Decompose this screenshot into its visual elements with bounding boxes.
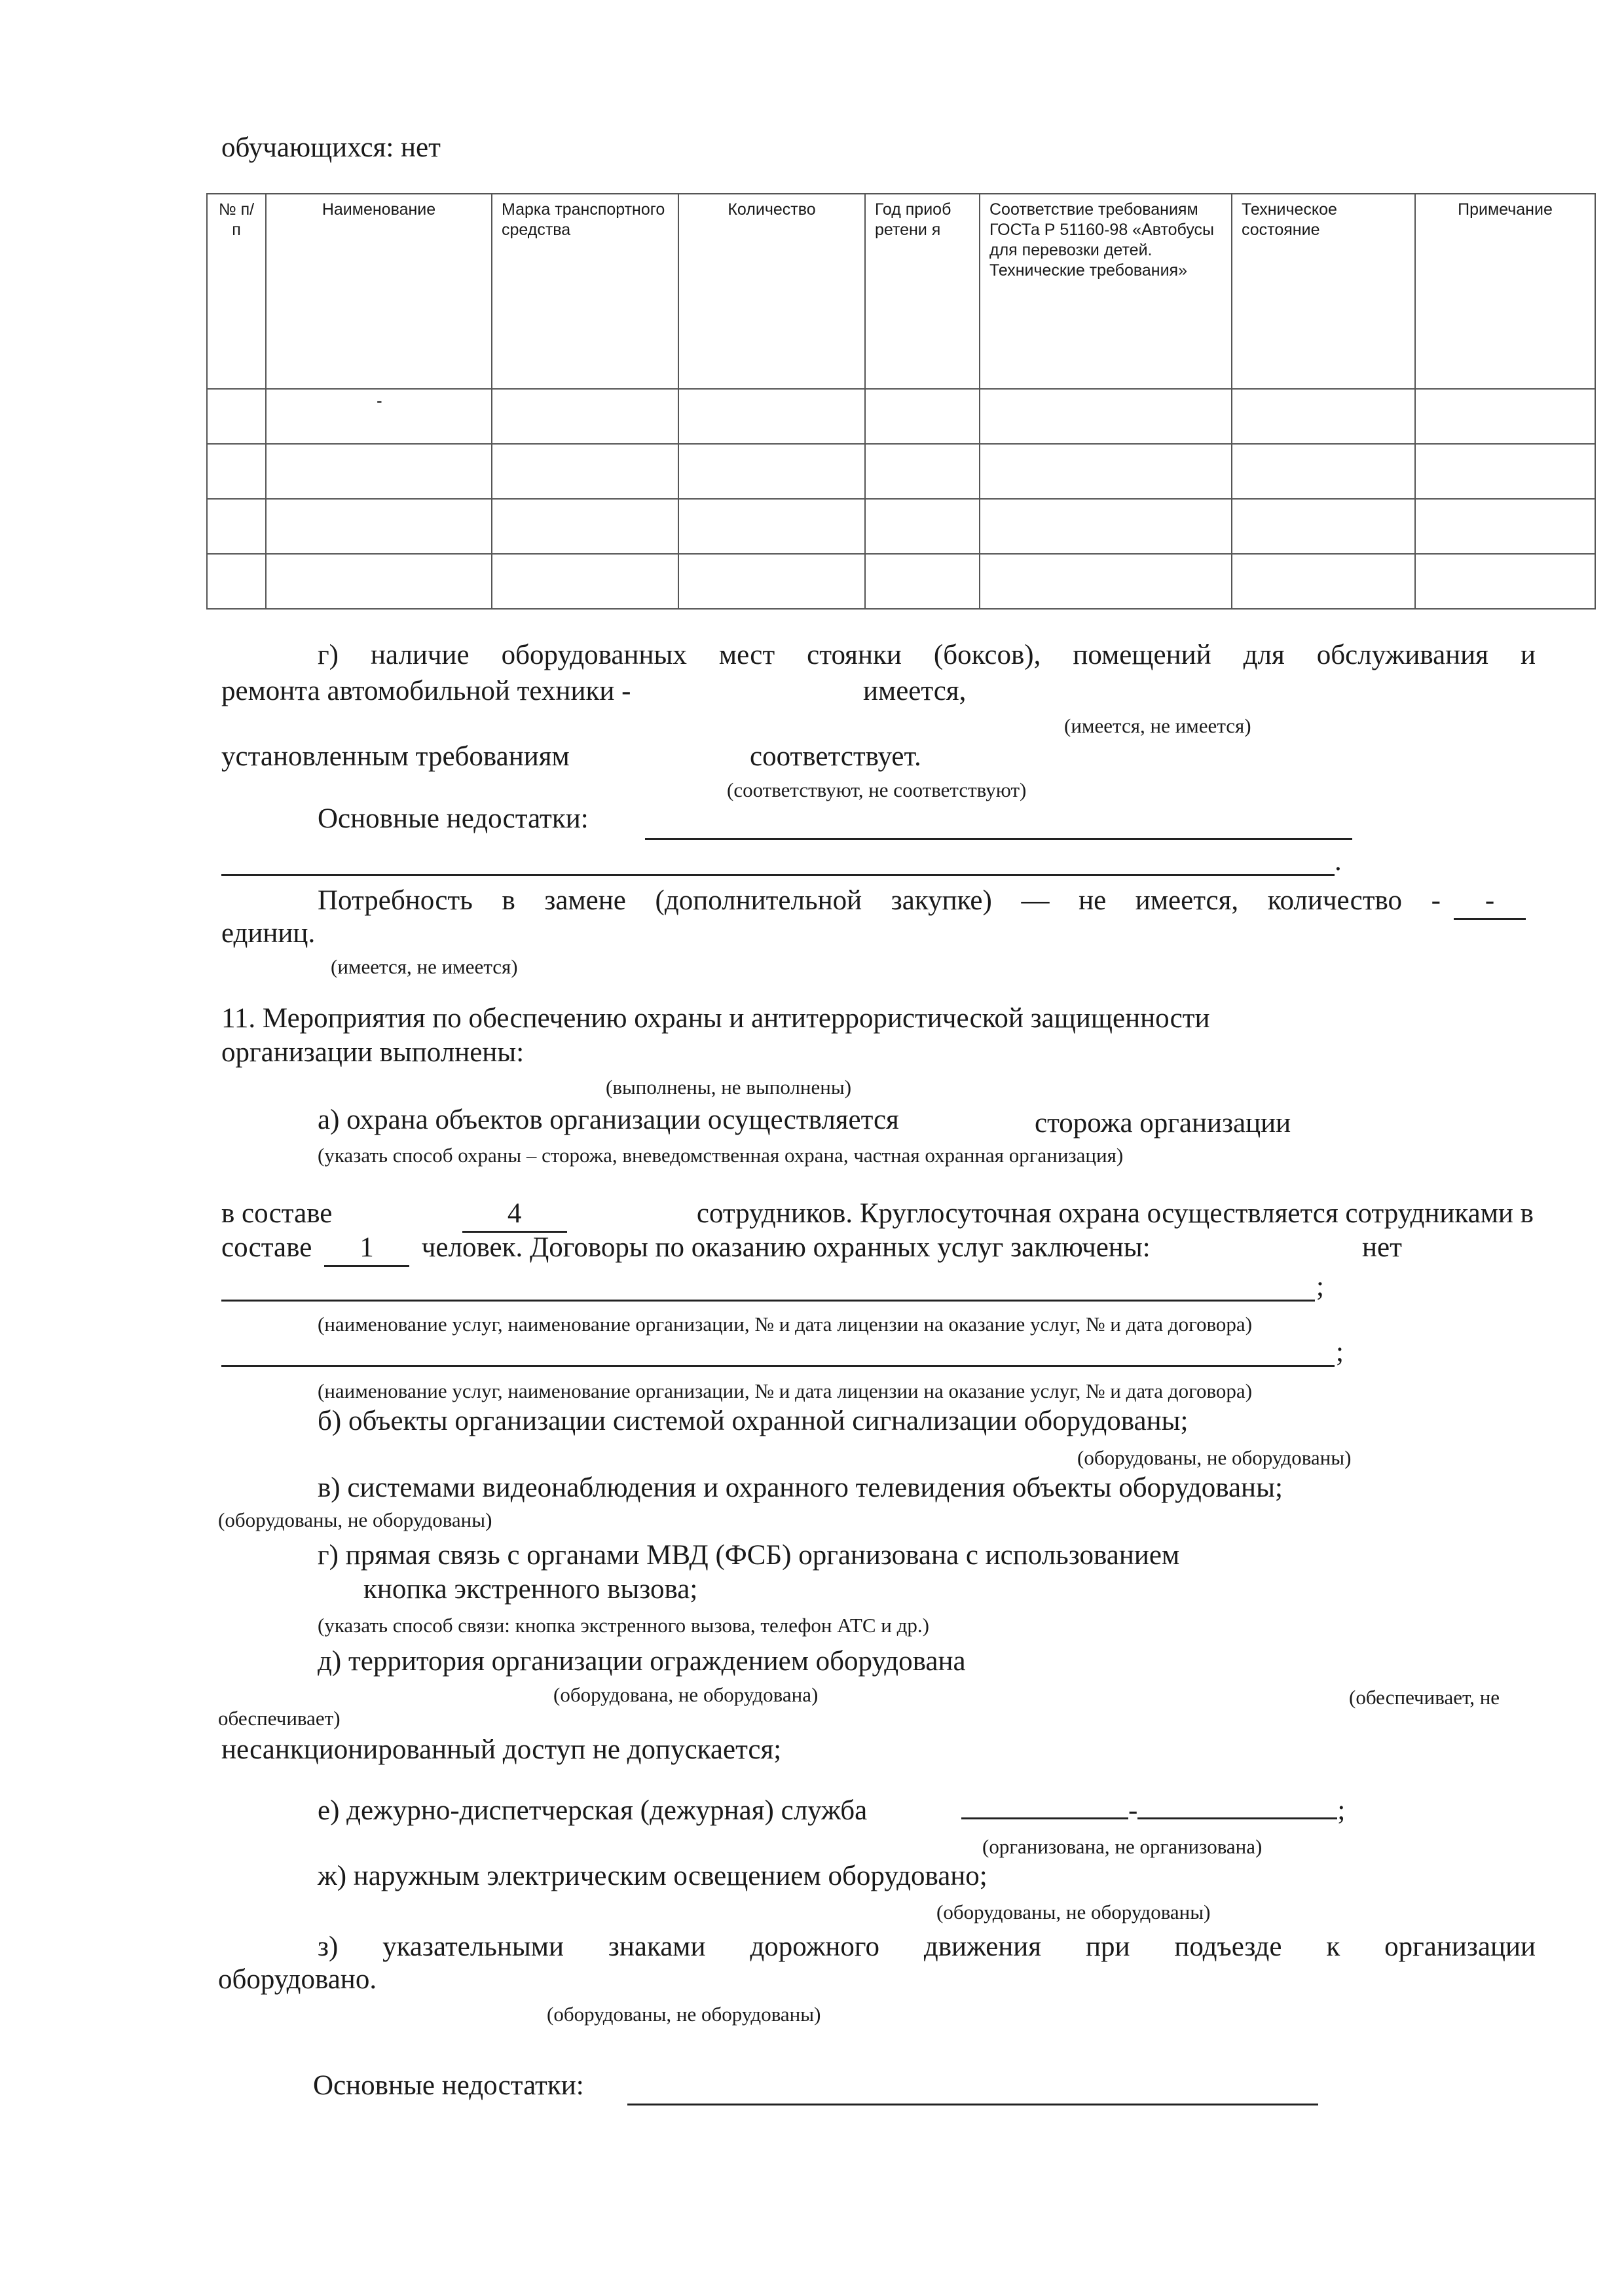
guard-value: сторожа организации <box>1035 1108 1291 1139</box>
table-cell <box>492 499 678 554</box>
table-cell <box>492 554 678 609</box>
staff-line-1 <box>221 1197 1534 1233</box>
col-header-year: Год приоб ретени я <box>865 194 980 389</box>
replacement-line-2: единиц. <box>221 918 316 949</box>
table-cell <box>207 554 266 609</box>
video-text: в) системами видеонаблюдения и охранного телевидения объекты оборудованы; <box>318 1472 1283 1503</box>
table-cell <box>678 499 865 554</box>
deficiencies-label-2: Основные недостатки: <box>313 2070 584 2101</box>
deficiencies-fill-line-3 <box>627 2104 1318 2105</box>
table-header-row <box>207 194 1595 389</box>
table-cell <box>492 389 678 444</box>
table-cell <box>678 389 865 444</box>
alarm-hint: (оборудованы, не оборудованы) <box>1077 1446 1352 1469</box>
table-cell <box>678 444 865 499</box>
col-header-name: Наименование <box>266 194 492 389</box>
table-cell <box>207 389 266 444</box>
table-cell <box>266 499 492 554</box>
table-cell <box>1415 389 1595 444</box>
guard-hint: (указать способ охраны – сторожа, вневедомственная охрана, частная охранная организация) <box>318 1144 1124 1167</box>
contract-fill-line-2 <box>221 1365 1335 1367</box>
staff-round-count: 1 <box>324 1231 409 1267</box>
table-cell <box>207 499 266 554</box>
deficiencies-fill-line-2 <box>221 874 1335 876</box>
direct-link-hint: (указать способ связи: кнопка экстренного вызова, телефон АТС и др.) <box>318 1614 929 1637</box>
alarm-text: б) объекты организации системой охранной сигнализации оборудованы; <box>318 1406 1189 1436</box>
table-row <box>207 389 1595 444</box>
staff-prefix-2: составе <box>221 1232 312 1263</box>
table-row <box>207 499 1595 554</box>
replacement-count-value: - <box>1454 884 1526 920</box>
replacement-count <box>1454 884 1526 920</box>
road-signs-line-1: з) указательными знаками дорожного движения при подъезде к организации <box>318 1931 1536 1962</box>
col-header-quantity: Количество <box>678 194 865 389</box>
table-cell <box>980 554 1232 609</box>
duty-fill-2 <box>1137 1817 1337 1819</box>
table-cell <box>1232 389 1415 444</box>
table-cell <box>1232 499 1415 554</box>
parking-line-1: г) наличие оборудованных мест стоянки (боксов), помещений для обслуживания и <box>318 640 1536 670</box>
table-cell <box>678 554 865 609</box>
vehicle-table <box>206 193 1596 610</box>
duty-service-text: е) дежурно-диспетчерская (дежурная) служба <box>318 1795 868 1826</box>
staff-prefix: в составе <box>221 1198 333 1229</box>
parking-value: имеется, <box>863 676 967 706</box>
table-cell <box>207 444 266 499</box>
table-cell <box>492 444 678 499</box>
deficiencies-label: Основные недостатки: <box>318 803 589 834</box>
fence-text-2: несанкционированный доступ не допускается; <box>221 1734 782 1765</box>
col-header-condition: Техническое состояние <box>1232 194 1415 389</box>
table-cell <box>1415 499 1595 554</box>
col-header-number: № п/п <box>207 194 266 389</box>
fence-hint-2: (обеспечивает, не <box>1349 1686 1500 1709</box>
deficiencies-fill-line <box>645 838 1352 840</box>
section-11-title-1: 11. Мероприятия по обеспечению охраны и антитеррористической защищенности <box>221 1003 1210 1034</box>
table-row <box>207 444 1595 499</box>
top-line: обучающихся: нет <box>221 132 441 163</box>
table-cell-dash: - <box>377 391 382 410</box>
table-cell <box>1415 444 1595 499</box>
parking-compliance-value: соответствует. <box>750 741 921 772</box>
lighting-hint: (оборудованы, не оборудованы) <box>936 1901 1211 1923</box>
contract-fill-line-1 <box>221 1300 1315 1302</box>
contract-hint-1: (наименование услуг, наименование организации, № и дата лицензии на оказание услуг, № и дата договора) <box>318 1313 1253 1336</box>
parking-line-3: установленным требованиям <box>221 741 570 772</box>
table-cell <box>865 389 980 444</box>
replacement-line-1: Потребность в замене (дополнительной закупке) — не имеется, количество - <box>318 885 1441 916</box>
staff-line-2 <box>221 1231 1151 1267</box>
guard-text: а) охрана объектов организации осуществляется <box>318 1104 899 1135</box>
direct-link-value: кнопка экстренного вызова; <box>363 1574 698 1605</box>
table-row <box>207 554 1595 609</box>
duty-fill-1 <box>961 1817 1128 1819</box>
table-cell <box>865 554 980 609</box>
col-header-note: Примечание <box>1415 194 1595 389</box>
table-cell <box>1415 554 1595 609</box>
duty-service-field: - ; <box>961 1794 1345 1828</box>
table-cell <box>1232 444 1415 499</box>
duty-service-value: - <box>1128 1795 1138 1826</box>
table-cell <box>266 554 492 609</box>
parking-line-2: ремонта автомобильной техники - <box>221 676 631 706</box>
section-11-hint: (выполнены, не выполнены) <box>606 1076 852 1099</box>
contracts-value: нет <box>1362 1232 1402 1263</box>
direct-link-text: г) прямая связь с органами МВД (ФСБ) организована с использованием <box>318 1540 1180 1571</box>
staff-suffix: сотрудников. Круглосуточная охрана осуществляется сотрудниками в <box>696 1198 1534 1229</box>
table-cell <box>865 499 980 554</box>
col-header-brand: Марка транспортного средства <box>492 194 678 389</box>
table-cell <box>1232 554 1415 609</box>
table-cell <box>865 444 980 499</box>
contract-end-1: ; <box>1316 1271 1324 1302</box>
col-header-gost: Соответствие требованиям ГОСТа Р 51160-98 «Автобусы для перевозки детей. Технические требования» <box>980 194 1232 389</box>
road-signs-line-2: оборудовано. <box>218 1964 377 1995</box>
contract-hint-2: (наименование услуг, наименование организации, № и дата лицензии на оказание услуг, № и дата договора) <box>318 1379 1253 1402</box>
deficiencies-end: . <box>1335 846 1342 877</box>
contract-end-2: ; <box>1336 1337 1344 1368</box>
table-cell <box>980 499 1232 554</box>
fence-text: д) территория организации ограждением оборудована <box>318 1646 966 1677</box>
staff-count: 4 <box>462 1197 567 1233</box>
section-11-title-2: организации выполнены: <box>221 1037 525 1068</box>
road-signs-hint: (оборудованы, не оборудованы) <box>547 2003 821 2026</box>
table-cell <box>266 444 492 499</box>
duty-service-hint: (организована, не организована) <box>982 1835 1263 1858</box>
replacement-hint: (имеется, не имеется) <box>331 955 518 978</box>
fence-hint: (оборудована, не оборудована) <box>553 1683 819 1706</box>
parking-hint: (имеется, не имеется) <box>1064 714 1251 737</box>
table-cell <box>980 444 1232 499</box>
lighting-text: ж) наружным электрическим освещением оборудовано; <box>318 1861 987 1891</box>
video-hint: (оборудованы, не оборудованы) <box>218 1508 492 1531</box>
staff-suffix-2: человек. Договоры по оказанию охранных услуг заключены: <box>421 1232 1151 1263</box>
parking-compliance-hint: (соответствуют, не соответствуют) <box>727 778 1027 801</box>
fence-hint-3: обеспечивает) <box>218 1707 341 1730</box>
table-cell <box>980 389 1232 444</box>
